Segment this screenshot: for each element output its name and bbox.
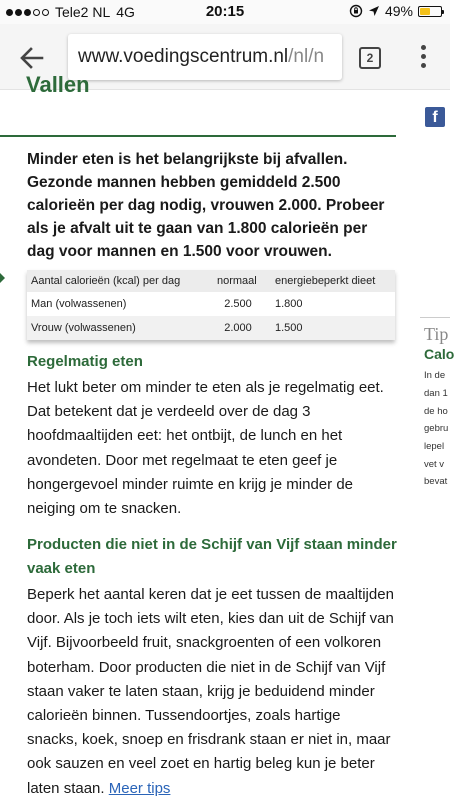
section-heading: Producten die niet in de Schijf van Vijf staan minder vaak eten: [27, 536, 397, 577]
intro-text: Minder eten is het belangrijkste bij afvallen. Gezonde mannen hebben gemiddeld 2.500 calorieën per dag nodig, vrouwen 2.000. Probeer als je afvalt uit te gaan van 1.800 calorieën per dag voor mannen en 1.500 voor vrouwen.: [27, 151, 385, 260]
back-button[interactable]: [16, 42, 48, 74]
section-text: Het lukt beter om minder te eten als je regelmatig eet. Dat betekent dat je verdeeld over de dag 3 hoofdmaaltijden eet: het ontbijt, de lunch en het avondeten. Door met regelmaat te eten geef je hongergevoel minder ruimte en krijg je minder de neiging om te snacken.: [27, 379, 384, 518]
sidebar-text-line: de ho: [424, 406, 448, 417]
sidebar-text-line: vet v: [424, 459, 445, 470]
calorie-table: [27, 270, 395, 340]
sidebar-text-line: dan 1: [424, 388, 448, 399]
table-cell: 1.800: [263, 292, 395, 316]
table-cell: Vrouw (volwassenen): [27, 316, 213, 340]
sidebar-subtitle[interactable]: Calo: [424, 346, 454, 362]
sidebar-title: Tip: [424, 324, 449, 344]
table-header: Aantal calorieën (kcal) per dag: [27, 270, 213, 292]
sidebar-text-line: In de: [424, 370, 446, 381]
more-vert-icon[interactable]: [418, 45, 428, 71]
title-divider: [0, 135, 396, 137]
more-tips-link[interactable]: Meer tips: [108, 779, 171, 797]
carrier-name: Tele2 NL: [55, 4, 111, 20]
battery-icon: [418, 6, 442, 17]
web-page: [0, 72, 454, 800]
left-marker-icon: [0, 273, 5, 283]
status-time: 20:15: [205, 3, 245, 20]
table-cell: 1.500: [263, 316, 395, 340]
sidebar-text-line: gebru: [424, 423, 449, 434]
network-type: 4G: [116, 4, 135, 20]
section-body: Beperk het aantal keren dat je eet tussen de maaltijden door. Als je toch iets wilt eten, kies dan uit de Schijf van Vijf. Bijvoorbeeld fruit, snackgroenten of een volkoren boterham. Door producten die niet in de Schijf van Vijf staan vaker te laten staan, krijg je beduidend minder calorieën binnen. Tussendoortjes, zoals hartige snacks, koek, snoep en frisdrank staan er niet in, maar ook sauzen en veel zoet en hartig beleg kun je beter laten staan.: [27, 586, 394, 797]
table-cell: 2.500: [213, 292, 263, 316]
page-title: Vallen: [26, 72, 90, 97]
battery-level: [420, 8, 430, 15]
section-heading: Regelmatig eten: [27, 353, 143, 370]
sidebar-text-line: bevat: [424, 476, 448, 487]
tab-switcher-button[interactable]: 2: [359, 47, 381, 69]
sidebar-divider: [420, 317, 450, 318]
table-cell: Man (volwassenen): [27, 292, 213, 316]
table-row: [27, 316, 395, 340]
status-bar: [0, 0, 450, 24]
table-header: energiebeperkt dieet: [263, 270, 395, 292]
sidebar-text-line: lepel: [424, 441, 445, 452]
table-cell: 2.000: [213, 316, 263, 340]
table-header: normaal: [213, 270, 263, 292]
facebook-icon[interactable]: f: [425, 107, 445, 127]
table-header-row: [27, 270, 395, 292]
location-arrow-icon: [368, 5, 380, 17]
section-text: [27, 583, 395, 801]
arrow-left-icon: [16, 42, 48, 74]
url-path: /nl/n: [288, 46, 325, 67]
table-row: [27, 292, 395, 316]
address-bar[interactable]: [68, 34, 342, 80]
status-right: [349, 3, 442, 19]
url-host: www.voedingscentrum.nl: [78, 46, 289, 67]
rotation-lock-icon: [349, 4, 363, 18]
battery-percent: 49%: [384, 3, 413, 19]
